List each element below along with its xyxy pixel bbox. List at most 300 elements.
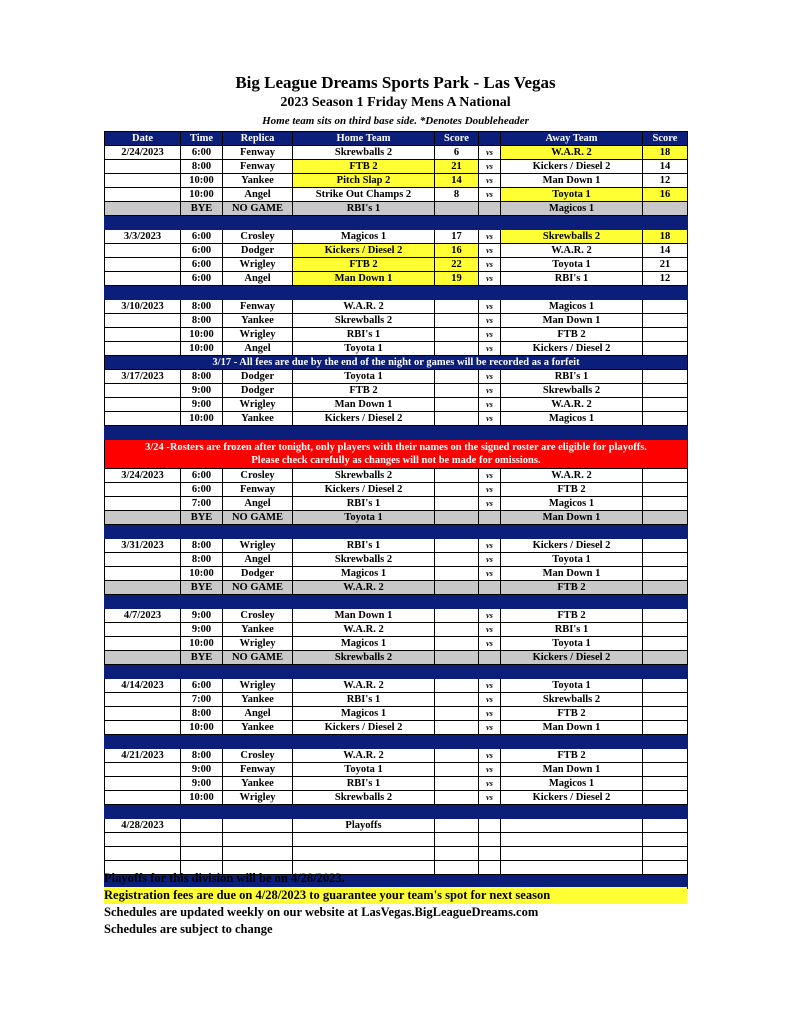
away-score-cell — [643, 553, 688, 567]
time-cell: 10:00 — [181, 637, 223, 651]
home-team-cell — [293, 847, 435, 861]
vs-cell: vs — [479, 553, 501, 567]
home-score-cell — [435, 651, 479, 665]
time-cell: 6:00 — [181, 483, 223, 497]
vs-cell — [479, 581, 501, 595]
home-score-cell — [435, 763, 479, 777]
time-cell: 6:00 — [181, 679, 223, 693]
home-team-cell: Man Down 1 — [293, 398, 435, 412]
away-team-cell — [501, 833, 643, 847]
replica-cell: Crosley — [223, 609, 293, 623]
time-cell: 8:00 — [181, 553, 223, 567]
vs-cell: vs — [479, 777, 501, 791]
col-header-home-team: Home Team — [293, 132, 435, 146]
home-score-cell — [435, 539, 479, 553]
home-score-cell — [435, 833, 479, 847]
home-team-cell: Skrewballs 2 — [293, 314, 435, 328]
away-team-cell: W.A.R. 2 — [501, 146, 643, 160]
date-cell — [105, 174, 181, 188]
roster-notice-line1: 3/24 -Rosters are frozen after tonight, only players with their names on the signed roster are eligible for playoffs. — [145, 442, 647, 453]
vs-cell: vs — [479, 328, 501, 342]
time-cell: BYE — [181, 511, 223, 525]
game-row — [105, 567, 688, 581]
away-score-cell — [643, 749, 688, 763]
home-team-cell: RBI's 1 — [293, 497, 435, 511]
game-row — [105, 721, 688, 735]
replica-cell: Fenway — [223, 300, 293, 314]
date-cell: 3/3/2023 — [105, 230, 181, 244]
date-cell: 3/17/2023 — [105, 370, 181, 384]
date-cell — [105, 637, 181, 651]
game-row — [105, 370, 688, 384]
game-row — [105, 230, 688, 244]
vs-cell: vs — [479, 749, 501, 763]
home-score-cell — [435, 328, 479, 342]
separator-bar — [105, 525, 688, 539]
date-cell: 2/24/2023 — [105, 146, 181, 160]
date-cell — [105, 721, 181, 735]
time-cell: 9:00 — [181, 609, 223, 623]
away-score-cell — [643, 384, 688, 398]
home-team-cell: RBI's 1 — [293, 328, 435, 342]
replica-cell: NO GAME — [223, 202, 293, 216]
vs-cell: vs — [479, 637, 501, 651]
col-header-date: Date — [105, 132, 181, 146]
separator-row — [105, 805, 688, 819]
home-team-cell: Kickers / Diesel 2 — [293, 483, 435, 497]
date-cell — [105, 342, 181, 356]
vs-cell: vs — [479, 693, 501, 707]
home-team-cell: Magicos 1 — [293, 230, 435, 244]
away-score-cell — [643, 497, 688, 511]
date-cell — [105, 623, 181, 637]
home-team-cell: FTB 2 — [293, 384, 435, 398]
home-team-cell: Kickers / Diesel 2 — [293, 412, 435, 426]
separator-bar — [105, 805, 688, 819]
game-row — [105, 791, 688, 805]
page-subtitle: 2023 Season 1 Friday Mens A National — [280, 95, 511, 110]
time-cell: 9:00 — [181, 763, 223, 777]
vs-cell: vs — [479, 174, 501, 188]
vs-cell: vs — [479, 258, 501, 272]
home-team-cell: Kickers / Diesel 2 — [293, 721, 435, 735]
away-team-cell: FTB 2 — [501, 707, 643, 721]
vs-cell: vs — [479, 300, 501, 314]
game-row — [105, 497, 688, 511]
col-header-vs — [479, 132, 501, 146]
date-cell — [105, 847, 181, 861]
vs-cell: vs — [479, 160, 501, 174]
home-team-cell: Toyota 1 — [293, 511, 435, 525]
away-score-cell — [643, 847, 688, 861]
time-cell — [181, 833, 223, 847]
away-score-cell — [643, 609, 688, 623]
time-cell: 9:00 — [181, 777, 223, 791]
separator-bar — [105, 216, 688, 230]
vs-cell: vs — [479, 539, 501, 553]
bye-row — [105, 651, 688, 665]
date-cell: 3/24/2023 — [105, 469, 181, 483]
away-team-cell: Skrewballs 2 — [501, 693, 643, 707]
game-row — [105, 160, 688, 174]
away-score-cell: 12 — [643, 174, 688, 188]
replica-cell: Angel — [223, 553, 293, 567]
time-cell: 9:00 — [181, 623, 223, 637]
home-score-cell: 22 — [435, 258, 479, 272]
away-team-cell: Kickers / Diesel 2 — [501, 539, 643, 553]
home-team-cell: Magicos 1 — [293, 707, 435, 721]
away-team-cell: RBI's 1 — [501, 370, 643, 384]
vs-cell: vs — [479, 469, 501, 483]
date-cell — [105, 160, 181, 174]
time-cell: BYE — [181, 202, 223, 216]
game-row — [105, 244, 688, 258]
away-score-cell — [643, 202, 688, 216]
away-team-cell: Skrewballs 2 — [501, 230, 643, 244]
vs-cell: vs — [479, 679, 501, 693]
home-team-cell: W.A.R. 2 — [293, 581, 435, 595]
time-cell: 6:00 — [181, 469, 223, 483]
replica-cell: Yankee — [223, 314, 293, 328]
away-team-cell: W.A.R. 2 — [501, 398, 643, 412]
home-team-cell: RBI's 1 — [293, 693, 435, 707]
vs-cell: vs — [479, 707, 501, 721]
home-score-cell — [435, 412, 479, 426]
away-score-cell — [643, 581, 688, 595]
vs-cell: vs — [479, 623, 501, 637]
vs-cell: vs — [479, 146, 501, 160]
away-score-cell — [643, 763, 688, 777]
replica-cell: Angel — [223, 497, 293, 511]
date-cell — [105, 272, 181, 286]
replica-cell: Angel — [223, 188, 293, 202]
away-team-cell: FTB 2 — [501, 483, 643, 497]
game-row — [105, 763, 688, 777]
time-cell: 9:00 — [181, 384, 223, 398]
home-score-cell — [435, 553, 479, 567]
date-cell — [105, 483, 181, 497]
home-score-cell — [435, 609, 479, 623]
home-team-cell: Skrewballs 2 — [293, 146, 435, 160]
notice-banner-row — [105, 356, 688, 370]
home-score-cell — [435, 314, 479, 328]
away-score-cell — [643, 777, 688, 791]
time-cell: 6:00 — [181, 272, 223, 286]
replica-cell: Yankee — [223, 721, 293, 735]
home-score-cell: 8 — [435, 188, 479, 202]
away-team-cell: W.A.R. 2 — [501, 469, 643, 483]
replica-cell: Fenway — [223, 483, 293, 497]
away-score-cell — [643, 651, 688, 665]
separator-row — [105, 216, 688, 230]
home-team-cell: Kickers / Diesel 2 — [293, 244, 435, 258]
home-score-cell — [435, 202, 479, 216]
replica-cell: Yankee — [223, 693, 293, 707]
away-score-cell — [643, 721, 688, 735]
replica-cell: Wrigley — [223, 637, 293, 651]
time-cell: 8:00 — [181, 370, 223, 384]
time-cell — [181, 819, 223, 833]
away-team-cell: Kickers / Diesel 2 — [501, 160, 643, 174]
vs-cell: vs — [479, 412, 501, 426]
game-row — [105, 483, 688, 497]
separator-row — [105, 665, 688, 679]
home-team-cell: Man Down 1 — [293, 272, 435, 286]
away-team-cell: Kickers / Diesel 2 — [501, 791, 643, 805]
date-cell — [105, 202, 181, 216]
date-cell — [105, 553, 181, 567]
vs-cell: vs — [479, 721, 501, 735]
away-score-cell: 14 — [643, 160, 688, 174]
vs-cell — [479, 833, 501, 847]
home-team-cell: Skrewballs 2 — [293, 651, 435, 665]
time-cell: 8:00 — [181, 314, 223, 328]
vs-cell: vs — [479, 497, 501, 511]
away-score-cell: 21 — [643, 258, 688, 272]
separator-row — [105, 525, 688, 539]
separator-row — [105, 426, 688, 440]
game-row — [105, 469, 688, 483]
separator-row — [105, 595, 688, 609]
table-header-row — [105, 132, 688, 146]
away-score-cell — [643, 483, 688, 497]
replica-cell: NO GAME — [223, 511, 293, 525]
game-row — [105, 679, 688, 693]
date-cell — [105, 651, 181, 665]
game-row — [105, 847, 688, 861]
away-team-cell — [501, 819, 643, 833]
replica-cell: Dodger — [223, 244, 293, 258]
separator-bar — [105, 735, 688, 749]
bye-row — [105, 581, 688, 595]
date-cell: 4/7/2023 — [105, 609, 181, 623]
replica-cell: Fenway — [223, 160, 293, 174]
time-cell: 7:00 — [181, 693, 223, 707]
replica-cell: Fenway — [223, 146, 293, 160]
home-score-cell — [435, 721, 479, 735]
home-team-cell: W.A.R. 2 — [293, 300, 435, 314]
game-row — [105, 819, 688, 833]
home-team-cell: W.A.R. 2 — [293, 749, 435, 763]
home-score-cell — [435, 398, 479, 412]
away-score-cell — [643, 328, 688, 342]
roster-notice — [105, 440, 688, 469]
time-cell: 10:00 — [181, 791, 223, 805]
date-cell — [105, 777, 181, 791]
replica-cell — [223, 847, 293, 861]
vs-cell: vs — [479, 370, 501, 384]
game-row — [105, 188, 688, 202]
col-header-home-score: Score — [435, 132, 479, 146]
game-row — [105, 314, 688, 328]
home-team-cell: Man Down 1 — [293, 609, 435, 623]
home-team-cell: Skrewballs 2 — [293, 469, 435, 483]
away-score-cell — [643, 511, 688, 525]
date-cell — [105, 328, 181, 342]
home-score-cell — [435, 847, 479, 861]
away-score-cell — [643, 370, 688, 384]
replica-cell: Crosley — [223, 469, 293, 483]
game-row — [105, 258, 688, 272]
away-score-cell — [643, 398, 688, 412]
away-score-cell — [643, 412, 688, 426]
away-team-cell: Man Down 1 — [501, 567, 643, 581]
home-team-cell: RBI's 1 — [293, 539, 435, 553]
replica-cell: Wrigley — [223, 791, 293, 805]
home-team-cell: W.A.R. 2 — [293, 623, 435, 637]
date-cell: 4/28/2023 — [105, 819, 181, 833]
home-team-cell: Toyota 1 — [293, 370, 435, 384]
separator-row — [105, 286, 688, 300]
time-cell: 9:00 — [181, 398, 223, 412]
time-cell: 8:00 — [181, 160, 223, 174]
home-score-cell — [435, 567, 479, 581]
home-score-cell — [435, 819, 479, 833]
game-row — [105, 174, 688, 188]
separator-bar — [105, 665, 688, 679]
away-score-cell — [643, 679, 688, 693]
vs-cell: vs — [479, 398, 501, 412]
vs-cell: vs — [479, 609, 501, 623]
home-score-cell — [435, 511, 479, 525]
date-cell — [105, 511, 181, 525]
home-score-cell: 21 — [435, 160, 479, 174]
away-score-cell — [643, 833, 688, 847]
game-row — [105, 384, 688, 398]
game-row — [105, 833, 688, 847]
game-row — [105, 146, 688, 160]
col-header-replica: Replica — [223, 132, 293, 146]
time-cell: 10:00 — [181, 188, 223, 202]
home-score-cell — [435, 637, 479, 651]
away-score-cell — [643, 567, 688, 581]
vs-cell: vs — [479, 342, 501, 356]
time-cell: 8:00 — [181, 749, 223, 763]
date-cell — [105, 188, 181, 202]
home-score-cell — [435, 623, 479, 637]
home-score-cell — [435, 777, 479, 791]
time-cell: 7:00 — [181, 497, 223, 511]
replica-cell: Wrigley — [223, 258, 293, 272]
time-cell: BYE — [181, 651, 223, 665]
bye-row — [105, 511, 688, 525]
away-team-cell: Man Down 1 — [501, 511, 643, 525]
col-header-away-team: Away Team — [501, 132, 643, 146]
schedule-note: Home team sits on third base side. *Denotes Doubleheader — [262, 115, 529, 127]
away-team-cell: Man Down 1 — [501, 314, 643, 328]
home-team-cell: Toyota 1 — [293, 342, 435, 356]
game-row — [105, 342, 688, 356]
replica-cell — [223, 833, 293, 847]
replica-cell: Wrigley — [223, 398, 293, 412]
away-team-cell: Man Down 1 — [501, 174, 643, 188]
home-team-cell: RBI's 1 — [293, 777, 435, 791]
home-score-cell — [435, 469, 479, 483]
vs-cell: vs — [479, 567, 501, 581]
replica-cell: Wrigley — [223, 539, 293, 553]
game-row — [105, 777, 688, 791]
time-cell: 6:00 — [181, 244, 223, 258]
away-score-cell — [643, 819, 688, 833]
replica-cell: Yankee — [223, 174, 293, 188]
footer-playoffs-note: Playoffs for this division will be on 4/28/2023. — [104, 871, 345, 885]
footer-change-note: Schedules are subject to change — [104, 922, 273, 936]
away-score-cell — [643, 342, 688, 356]
game-row — [105, 272, 688, 286]
home-team-cell: Strike Out Champs 2 — [293, 188, 435, 202]
away-team-cell: FTB 2 — [501, 749, 643, 763]
separator-bar — [105, 426, 688, 440]
date-cell — [105, 384, 181, 398]
time-cell: 6:00 — [181, 146, 223, 160]
game-row — [105, 398, 688, 412]
date-cell — [105, 398, 181, 412]
time-cell: 10:00 — [181, 328, 223, 342]
away-score-cell — [643, 314, 688, 328]
time-cell: 10:00 — [181, 567, 223, 581]
away-team-cell: Magicos 1 — [501, 497, 643, 511]
vs-cell: vs — [479, 763, 501, 777]
away-team-cell: Man Down 1 — [501, 721, 643, 735]
replica-cell: Angel — [223, 272, 293, 286]
roster-notice-line2: Please check carefully as changes will not be made for omissions. — [251, 455, 541, 466]
time-cell: 8:00 — [181, 300, 223, 314]
game-row — [105, 553, 688, 567]
home-team-cell: FTB 2 — [293, 160, 435, 174]
game-row — [105, 539, 688, 553]
home-team-cell: FTB 2 — [293, 258, 435, 272]
home-team-cell: Skrewballs 2 — [293, 553, 435, 567]
fees-notice: 3/17 - All fees are due by the end of the night or games will be recorded as a forfeit — [105, 356, 688, 370]
game-row — [105, 749, 688, 763]
away-score-cell — [643, 707, 688, 721]
away-team-cell: Magicos 1 — [501, 300, 643, 314]
date-cell — [105, 314, 181, 328]
home-score-cell — [435, 370, 479, 384]
replica-cell — [223, 819, 293, 833]
date-cell — [105, 567, 181, 581]
home-team-cell: RBI's 1 — [293, 202, 435, 216]
away-score-cell: 18 — [643, 230, 688, 244]
replica-cell: Yankee — [223, 777, 293, 791]
replica-cell: Angel — [223, 342, 293, 356]
time-cell: 10:00 — [181, 721, 223, 735]
vs-cell — [479, 819, 501, 833]
away-team-cell: FTB 2 — [501, 328, 643, 342]
vs-cell — [479, 847, 501, 861]
time-cell: 10:00 — [181, 342, 223, 356]
footer-website-note: Schedules are updated weekly on our website at LasVegas.BigLeagueDreams.com — [104, 905, 539, 919]
home-score-cell: 17 — [435, 230, 479, 244]
replica-cell: Dodger — [223, 567, 293, 581]
date-cell — [105, 833, 181, 847]
date-cell — [105, 258, 181, 272]
separator-row — [105, 735, 688, 749]
replica-cell: Dodger — [223, 384, 293, 398]
replica-cell: Crosley — [223, 749, 293, 763]
time-cell: 6:00 — [181, 258, 223, 272]
home-score-cell: 6 — [435, 146, 479, 160]
replica-cell: Wrigley — [223, 328, 293, 342]
separator-bar — [105, 286, 688, 300]
game-row — [105, 412, 688, 426]
replica-cell: Yankee — [223, 412, 293, 426]
bye-row — [105, 202, 688, 216]
date-cell — [105, 693, 181, 707]
footer-registration-note: Registration fees are due on 4/28/2023 to guarantee your team's spot for next season — [104, 887, 687, 904]
home-team-cell: Toyota 1 — [293, 763, 435, 777]
home-score-cell: 14 — [435, 174, 479, 188]
